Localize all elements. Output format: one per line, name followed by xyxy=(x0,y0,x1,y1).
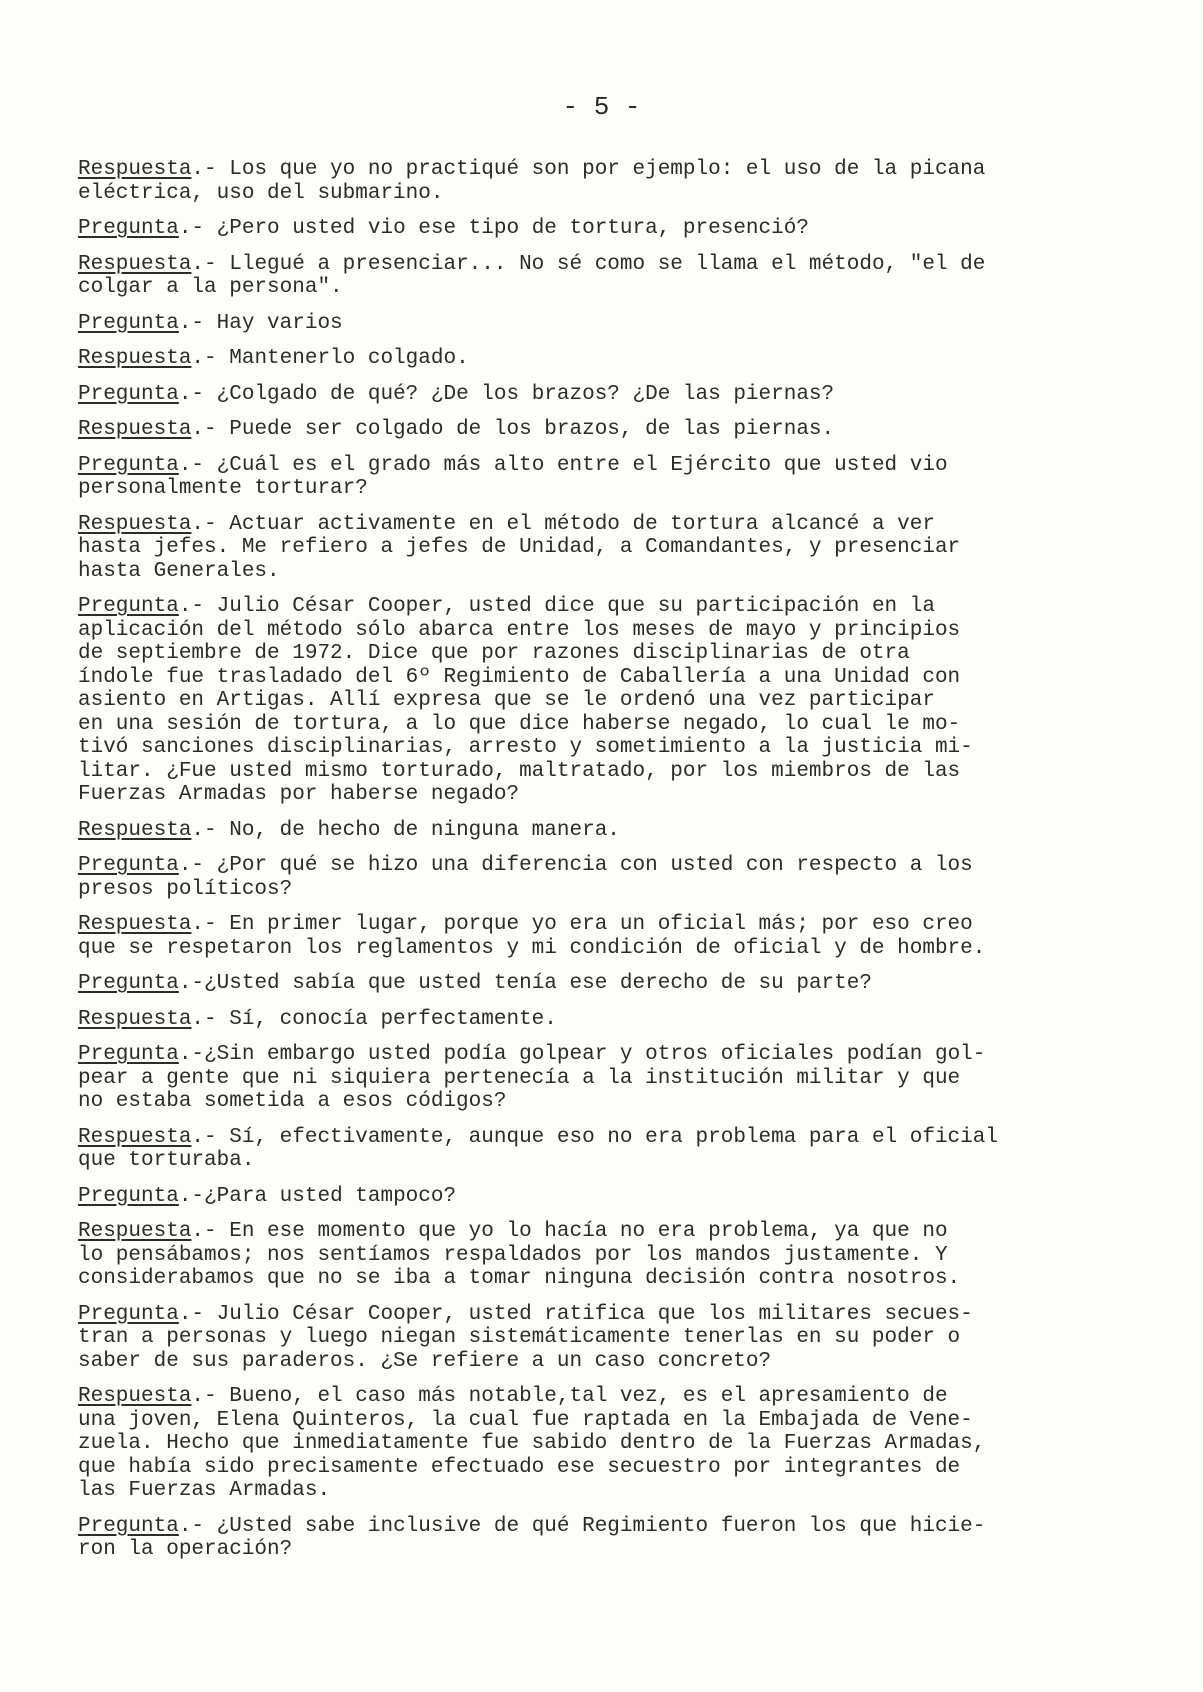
entry-text: Hay varios xyxy=(216,311,343,335)
entry-text: Sí, conocía perfectamente. xyxy=(229,1007,557,1031)
entry-text: ¿Sin embargo usted podía golpear y otros oficiales podían gol- pear a gente que ni siquiera pertenecía a la institución militar y que no estaba sometida a esos códigos? xyxy=(78,1043,986,1113)
dialogue-entry: Pregunta.- ¿Pero usted vio ese tipo de tortura, presenció? xyxy=(78,217,809,240)
entry-text: Bueno, el caso más notable,tal vez, es el apresamiento de una joven, Elena Quinteros, la cual fue raptada en la Embajada de Vene- zuela. Hecho que inmediatamente fue sabido dentro de la Fuerzas Armadas, que había sido precisamente efectuado ese secuestro por integrantes de las Fuerzas Armadas. xyxy=(78,1385,986,1502)
speaker-label: Pregunta xyxy=(78,1302,179,1326)
entry-text: Actuar activamente en el método de tortura alcancé a ver hasta jefes. Me refiero a jefes de Unidad, a Comandantes, y presenciar hasta Generales. xyxy=(78,512,961,583)
dialogue-entry: Pregunta.- ¿Por qué se hizo una diferencia con usted con respecto a los presos políticos? xyxy=(78,854,973,901)
entry-text: En ese momento que yo lo hacía no era problema, ya que no lo pensábamos; nos sentíamos respaldados por los mandos justamente. Y considerabamos que no se iba a tomar ninguna decisión contra nosotros. xyxy=(78,1220,961,1290)
dialogue-entry: Pregunta.- Hay varios xyxy=(78,311,343,335)
dialogue-entry: Respuesta.- Puede ser colgado de los brazos, de las piernas. xyxy=(78,418,835,441)
entry-text: ¿Por qué se hizo una diferencia con usted con respecto a los presos políticos? xyxy=(78,854,973,901)
dialogue-entry: Respuesta.- No, de hecho de ninguna manera. xyxy=(78,818,620,842)
speaker-label: Pregunta xyxy=(78,1514,179,1538)
speaker-label: Respuesta xyxy=(78,1220,192,1243)
entry-text: ¿Para usted tampoco? xyxy=(204,1184,457,1208)
speaker-label: Respuesta xyxy=(78,1007,192,1031)
entry-text: En primer lugar, porque yo era un oficial más; por eso creo que se respetaron los reglamentos y mi condición de oficial y de hombre. xyxy=(78,913,986,960)
speaker-label: Respuesta xyxy=(78,1125,192,1149)
speaker-label: Pregunta xyxy=(78,382,179,406)
entry-text: ¿Cuál es el grado más alto entre el Ejército que usted vio personalmente torturar? xyxy=(78,453,948,500)
entry-text: ¿Colgado de qué? ¿De los brazos? ¿De las piernas? xyxy=(216,382,835,406)
dialogue-entry: Respuesta.- Mantenerlo colgado. xyxy=(78,347,469,370)
dialogue-entry: Pregunta.- Julio César Cooper, usted dice que su participación en la aplicación del método sólo abarca entre los meses de mayo y principios de septiembre de 1972. Dice que por razones disciplinarias de otra índole fue trasladado del 6º Regimiento de Caballería a una Unidad con asiento en Artigas. Allí expresa que se le ordenó una vez participar en una sesión de tortura, a lo que dice haberse negado, lo cual le mo- tivó sanciones disciplinarias, arresto y sometimiento a la justicia mi- litar. ¿Fue usted mismo torturado, maltratado, por los miembros de las Fuerzas Armadas por haberse negado? xyxy=(78,595,973,806)
entry-text: Los que yo no practiqué son por ejemplo: el uso de la picana eléctrica, uso del submarino. xyxy=(78,158,986,205)
dialogue-entry: Respuesta.- En ese momento que yo lo hacía no era problema, ya que no lo pensábamos; nos sentíamos respaldados por los mandos justamente. Y considerabamos que no se iba a tomar ninguna decisión contra nosotros. xyxy=(78,1220,961,1290)
page-number: - 5 - xyxy=(562,92,641,122)
speaker-label: Pregunta xyxy=(78,453,179,477)
entry-text: Puede ser colgado de los brazos, de las piernas. xyxy=(229,418,835,441)
dialogue-entry: Pregunta.-¿Sin embargo usted podía golpear y otros oficiales podían gol- pear a gente que ni siquiera pertenecía a la institución militar y que no estaba sometida a esos códigos? xyxy=(78,1043,986,1113)
speaker-label: Pregunta xyxy=(78,595,179,618)
speaker-label: Pregunta xyxy=(78,1184,179,1208)
entry-text: Sí, efectivamente, aunque eso no era problema para el oficial que torturaba. xyxy=(78,1125,998,1172)
speaker-label: Respuesta xyxy=(78,1385,192,1408)
entry-text: No, de hecho de ninguna manera. xyxy=(229,818,620,842)
entry-text: Mantenerlo colgado. xyxy=(229,347,469,370)
dialogue-entry: Pregunta.- ¿Usted sabe inclusive de qué Regimiento fueron los que hicie- ron la operación? xyxy=(78,1514,986,1561)
dialogue-entry: Pregunta.-¿Para usted tampoco? xyxy=(78,1184,457,1208)
dialogue-entry: Pregunta.- ¿Colgado de qué? ¿De los brazos? ¿De las piernas? xyxy=(78,382,835,406)
speaker-label: Pregunta xyxy=(78,1043,179,1066)
dialogue-entry: Respuesta.- En primer lugar, porque yo era un oficial más; por eso creo que se respetaron los reglamentos y mi condición de oficial y de hombre. xyxy=(78,913,986,960)
speaker-label: Pregunta xyxy=(78,217,179,240)
speaker-label: Respuesta xyxy=(78,252,192,276)
speaker-label: Respuesta xyxy=(78,818,192,842)
entry-text: ¿Pero usted vio ese tipo de tortura, presenció? xyxy=(216,217,809,240)
speaker-label: Respuesta xyxy=(78,512,192,536)
speaker-label: Pregunta xyxy=(78,311,179,335)
dialogue-entry: Respuesta.- Bueno, el caso más notable,tal vez, es el apresamiento de una joven, Elena Quinteros, la cual fue raptada en la Embajada de Vene- zuela. Hecho que inmediatamente fue sabido dentro de la Fuerzas Armadas, que había sido precisamente efectuado ese secuestro por integrantes de las Fuerzas Armadas. xyxy=(78,1385,986,1502)
dialogue-entry: Pregunta.-¿Usted sabía que usted tenía ese derecho de su parte? xyxy=(78,972,872,995)
speaker-label: Respuesta xyxy=(78,418,192,441)
speaker-label: Pregunta xyxy=(78,854,179,877)
speaker-label: Respuesta xyxy=(78,347,192,370)
speaker-label: Respuesta xyxy=(78,158,192,181)
interview-transcript xyxy=(78,158,1130,1574)
entry-text: ¿Usted sabe inclusive de qué Regimiento fueron los que hicie- ron la operación? xyxy=(78,1514,986,1561)
dialogue-entry: Pregunta.- ¿Cuál es el grado más alto entre el Ejército que usted vio personalmente torturar? xyxy=(78,453,948,500)
speaker-label: Pregunta xyxy=(78,972,179,995)
entry-text: Julio César Cooper, usted dice que su participación en la aplicación del método sólo abarca entre los meses de mayo y principios de septiembre de 1972. Dice que por razones disciplinarias de otra índole fue trasladado del 6º Regimiento de Caballería a una Unidad con asiento en Artigas. Allí expresa que se le ordenó una vez participar en una sesión de tortura, a lo que dice haberse negado, lo cual le mo- tivó sanciones disciplinarias, arresto y sometimiento a la justicia mi- litar. ¿Fue usted mismo torturado, maltratado, por los miembros de las Fuerzas Armadas por haberse negado? xyxy=(78,595,973,806)
entry-text: Llegué a presenciar... No sé como se llama el método, "el de colgar a la persona". xyxy=(78,252,986,299)
entry-text: ¿Usted sabía que usted tenía ese derecho de su parte? xyxy=(204,972,872,995)
entry-text: Julio César Cooper, usted ratifica que los militares secues- tran a personas y luego niegan sistemáticamente tenerlas en su poder o saber de sus paraderos. ¿Se refiere a un caso concreto? xyxy=(78,1302,973,1373)
dialogue-entry: Pregunta.- Julio César Cooper, usted ratifica que los militares secues- tran a personas y luego niegan sistemáticamente tenerlas en su poder o saber de sus paraderos. ¿Se refiere a un caso concreto? xyxy=(78,1302,973,1373)
dialogue-entry: Respuesta.- Llegué a presenciar... No sé como se llama el método, "el de colgar a la persona". xyxy=(78,252,986,299)
dialogue-entry: Respuesta.- Sí, efectivamente, aunque eso no era problema para el oficial que torturaba. xyxy=(78,1125,998,1172)
dialogue-entry: Respuesta.- Sí, conocía perfectamente. xyxy=(78,1007,557,1031)
dialogue-entry: Respuesta.- Actuar activamente en el método de tortura alcancé a ver hasta jefes. Me refiero a jefes de Unidad, a Comandantes, y presenciar hasta Generales. xyxy=(78,512,961,583)
dialogue-entry: Respuesta.- Los que yo no practiqué son por ejemplo: el uso de la picana eléctrica, uso del submarino. xyxy=(78,158,986,205)
speaker-label: Respuesta xyxy=(78,913,192,936)
